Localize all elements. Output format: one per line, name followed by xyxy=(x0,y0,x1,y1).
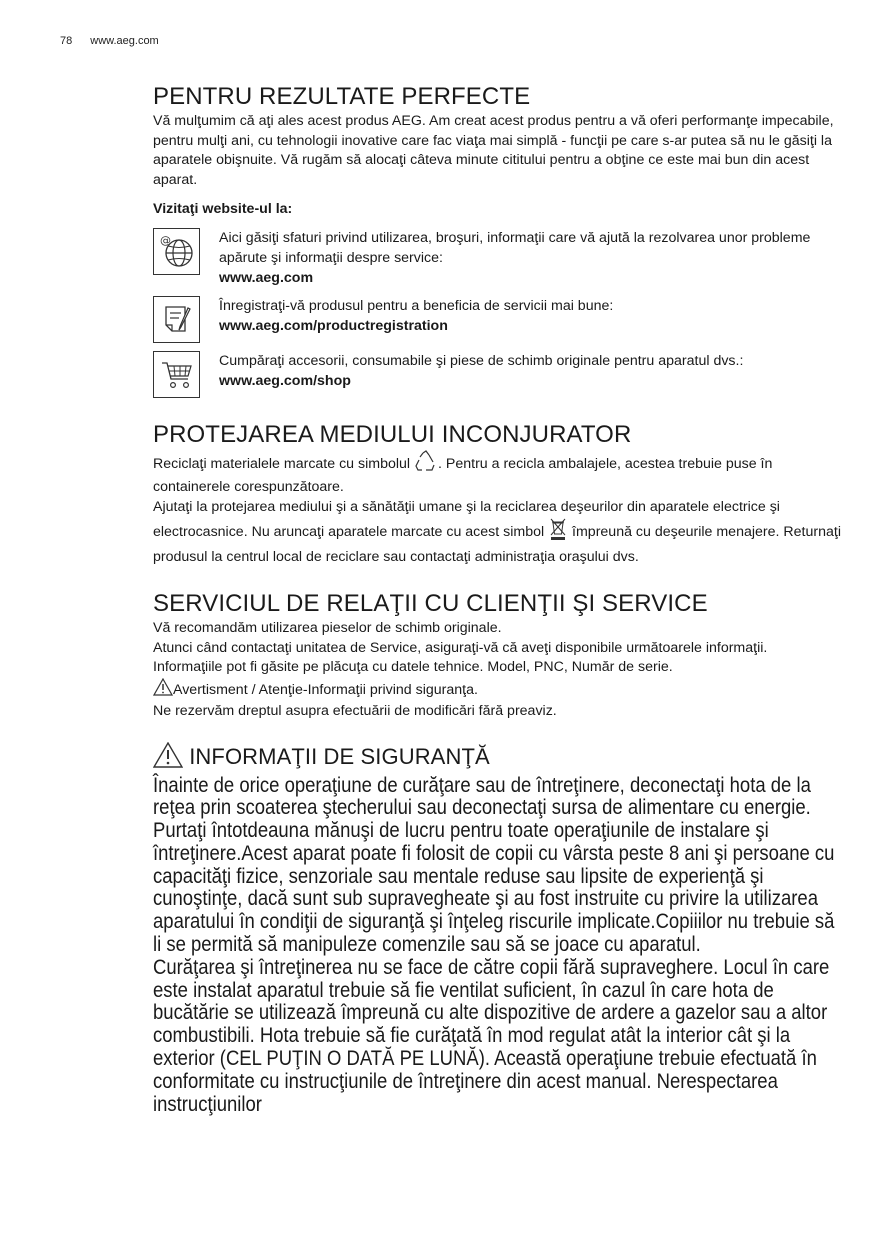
recycle-text-after: . Pentru a recicla ambalajele, acestea trebuie puse în containerele corespunzătoare. xyxy=(153,455,773,495)
safety-title-text: INFORMAŢII DE SIGURANŢĂ xyxy=(189,743,490,769)
page-number: 78 xyxy=(60,35,73,47)
section-perfect-results xyxy=(153,82,843,398)
web-item-description: Înregistraţi-vă produsul pentru a beneficia de servicii mai bune: xyxy=(219,297,614,314)
web-item-text xyxy=(219,351,743,391)
section-safety-info xyxy=(153,742,843,1116)
globe-icon xyxy=(153,228,200,275)
web-item-shop xyxy=(153,351,843,398)
page-content xyxy=(153,82,843,1115)
shopping-cart-icon xyxy=(153,351,200,398)
section-environment xyxy=(153,420,843,568)
web-item-text xyxy=(219,228,843,288)
recycle-paragraph xyxy=(153,450,843,498)
visit-label: Vizitaţi website-ul la: xyxy=(153,201,293,217)
warning-icon xyxy=(153,742,183,774)
recycle-icon xyxy=(414,450,438,479)
safety-body xyxy=(153,774,841,1116)
section-title xyxy=(153,742,843,774)
header-website: www.aeg.com xyxy=(90,35,159,47)
warning-icon xyxy=(153,678,173,703)
warning-legend-text: Avertisment / Atenţie-Informaţii privind siguranţa. xyxy=(173,681,478,698)
web-item-text xyxy=(219,296,613,336)
crossed-bin-icon xyxy=(548,517,568,548)
web-item-info xyxy=(153,228,843,288)
web-item-description: Cumpăraţi accesorii, consumabile şi piese de schimb originale pentru aparatul dvs.: xyxy=(219,352,744,369)
safety-paragraph: Curăţarea şi întreţinerea nu se face de către copii fără supraveghere. Locul în care este instalat aparatul trebuie să fie ventilat suficient, în cazul în care hota de bucătărie se utilizează împreună cu alte dispozitive de ardere a gazelor sau a altor combustibili. Hota trebuie să fie curăţată în mod regulat atât la interior cât şi la exterior (CEL PUŢIN O DATĂ PE LUNĂ). Această operaţiune trebuie efectuată în conformitate cu instrucţiunile de întreţinere din acest manual. Nerespectarea instrucţiunilor xyxy=(153,954,830,1116)
weee-text-after: împreună cu deşeurile menajere. Returnaţi produsul la centrul local de reciclare sau contactaţi administraţia oraşului dvs. xyxy=(153,524,841,565)
page-header xyxy=(60,35,159,47)
registration-icon xyxy=(153,296,200,343)
recycle-text-before: Reciclaţi materialele marcate cu simbolul xyxy=(153,455,411,472)
web-item-registration xyxy=(153,296,843,343)
weee-paragraph xyxy=(153,498,843,568)
web-link[interactable]: www.aeg.com xyxy=(219,269,314,286)
service-warning-line xyxy=(153,678,843,703)
service-line: Vă recomandăm utilizarea pieselor de schimb originale. xyxy=(153,620,502,636)
section-title: PENTRU REZULTATE PERFECTE xyxy=(153,83,531,110)
safety-paragraph: Înainte de orice operaţiune de curăţare sau de întreţinere, deconectaţi hota de la reţea prin scoaterea ştecherului sau deconectaţi sursa de alimentare cu energie. Purtaţi întotdeauna mănuşi de lucru pentru toate operaţiunile de instalare şi întreţinere.Acest aparat poate fi folosit de copii cu vârsta peste 8 ani şi persoane cu capacităţi fizice, senzoriale sau mentale reduse sau lipsite de experienţă şi cunoştinţe, dacă sunt sub supravegheate şi au fost instruite cu privire la utilizarea aparatului în condiţii de siguranţă şi înţeleg riscurile implicate.Copiiilor nu trebuie să li se permită să manipuleze comenzile sau să se joace cu aparatul. xyxy=(153,772,835,957)
web-link[interactable]: www.aeg.com/productregistration xyxy=(219,317,448,334)
section-title: SERVICIUL DE RELAŢII CU CLIENŢII ŞI SERVICE xyxy=(153,590,708,617)
section-title: PROTEJAREA MEDIULUI INCONJURATOR xyxy=(153,420,632,448)
section-customer-service xyxy=(153,589,843,722)
service-line: Atunci când contactaţi unitatea de Service, asiguraţi-vă că aveţi disponibile următoarele informaţii. xyxy=(153,639,768,656)
service-line: Ne rezervăm dreptul asupra efectuării de modificări fără preaviz. xyxy=(153,703,557,719)
web-item-description: Aici găsiţi sfaturi privind utilizarea, broşuri, informaţii care vă ajută la rezolvarea unor probleme apărute şi informaţii despre service: xyxy=(219,229,811,266)
web-link[interactable]: www.aeg.com/shop xyxy=(219,372,351,389)
svg-text:@: @ xyxy=(159,234,171,247)
intro-paragraph: Vă mulţumim că aţi ales acest produs AEG. Am creat acest produs pentru a vă oferi performanţe impecabile, pentru mulţi ani, cu tehnologii inovative care fac viaţa mai simplă - funcţii pe care s-ar putea să nu le găsiţi la aparatele obişnuite. Vă rugăm să alocaţi câteva minute cititului pentru a obţine ce este mai bun din acest aparat. xyxy=(153,113,834,188)
weee-text-before: Ajutaţi la protejarea mediului şi a sănătăţii umane şi la reciclarea deşeurilor din aparatele electrice şi electrocasnice. Nu aruncaţi aparatele marcate cu acest simbol xyxy=(153,498,780,540)
service-line: Informaţiile pot fi găsite pe plăcuţa cu datele tehnice. Model, PNC, Număr de serie. xyxy=(153,659,673,675)
